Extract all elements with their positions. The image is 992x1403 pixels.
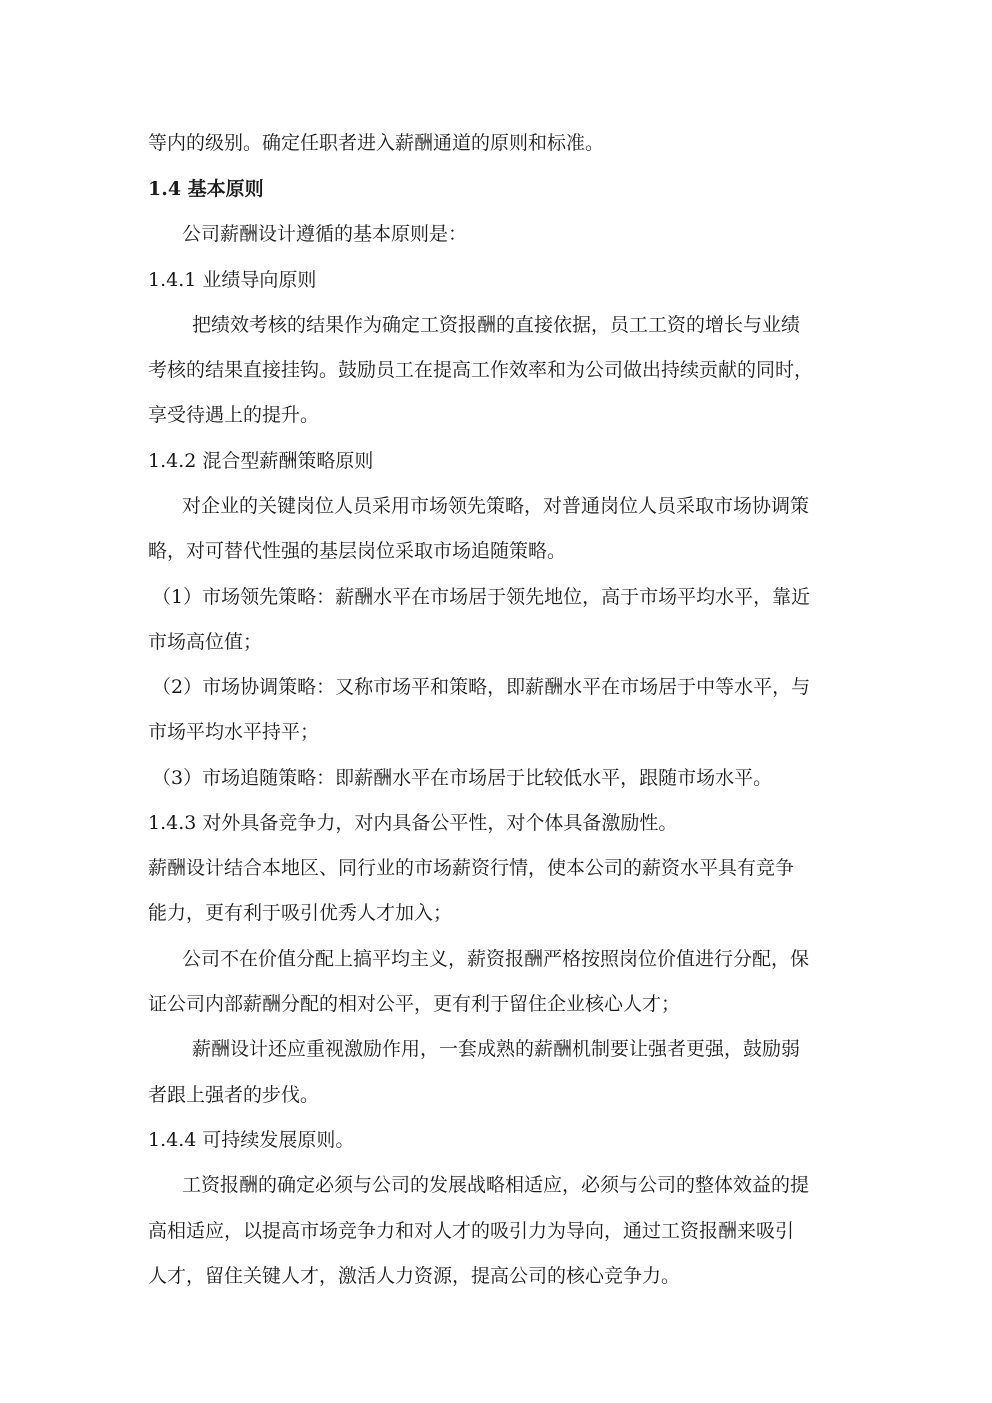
- text-line: 把绩效考核的结果作为确定工资报酬的直接依据，员工工资的增长与业绩: [192, 314, 801, 336]
- subsection-heading: 1.4.1 业绩导向原则: [148, 269, 317, 291]
- text-line: 薪酬设计结合本地区、同行业的市场薪资行情，使本公司的薪资水平具有竞争: [148, 857, 795, 879]
- list-item: （2）市场协调策略：又称市场平和策略，即薪酬水平在市场居于中等水平，与: [152, 676, 811, 698]
- text-line: 公司不在价值分配上搞平均主义，薪资报酬严格按照岗位价值进行分配，保: [182, 948, 810, 970]
- text-line: 对企业的关键岗位人员采用市场领先策略，对普通岗位人员采取市场协调策: [182, 495, 810, 517]
- subsection-heading: 1.4.3 对外具备竞争力，对内具备公平性，对个体具备激励性。: [148, 812, 678, 834]
- text-line: 者跟上强者的步伐。: [148, 1084, 320, 1106]
- list-item: （3）市场追随策略：即薪酬水平在市场居于比较低水平，跟随市场水平。: [152, 767, 773, 789]
- text-line: 工资报酬的确定必须与公司的发展战略相适应，必须与公司的整体效益的提: [182, 1174, 810, 1196]
- text-line: 能力，更有利于吸引优秀人才加入；: [148, 902, 453, 924]
- subsection-heading: 1.4.2 混合型薪酬策略原则: [148, 450, 374, 472]
- text-line: 高相适应，以提高市场竞争力和对人才的吸引力为导向，通过工资报酬来吸引: [148, 1220, 795, 1242]
- subsection-heading: 1.4.4 可持续发展原则。: [148, 1129, 355, 1151]
- text-line: 市场高位值；: [148, 631, 263, 653]
- list-item: （1）市场领先策略：薪酬水平在市场居于领先地位，高于市场平均水平，靠近: [152, 586, 811, 608]
- text-line: 证公司内部薪酬分配的相对公平，更有利于留住企业核心人才；: [148, 993, 681, 1015]
- section-heading: 1.4 基本原则: [148, 178, 264, 200]
- text-line: 享受待遇上的提升。: [148, 404, 320, 426]
- text-line: 人才，留住关键人才，激活人力资源，提高公司的核心竞争力。: [148, 1265, 681, 1287]
- text-line: 考核的结果直接挂钩。鼓励员工在提高工作效率和为公司做出持续贡献的同时，: [148, 359, 814, 381]
- text-line: 薪酬设计还应重视激励作用，一套成熟的薪酬机制要让强者更强，鼓励弱: [192, 1038, 801, 1060]
- text-line: 公司薪酬设计遵循的基本原则是：: [182, 223, 468, 245]
- text-line: 等内的级别。确定任职者进入薪酬通道的原则和标准。: [148, 132, 605, 154]
- text-line: 略，对可替代性强的基层岗位采取市场追随策略。: [148, 540, 567, 562]
- text-line: 市场平均水平持平；: [148, 721, 320, 743]
